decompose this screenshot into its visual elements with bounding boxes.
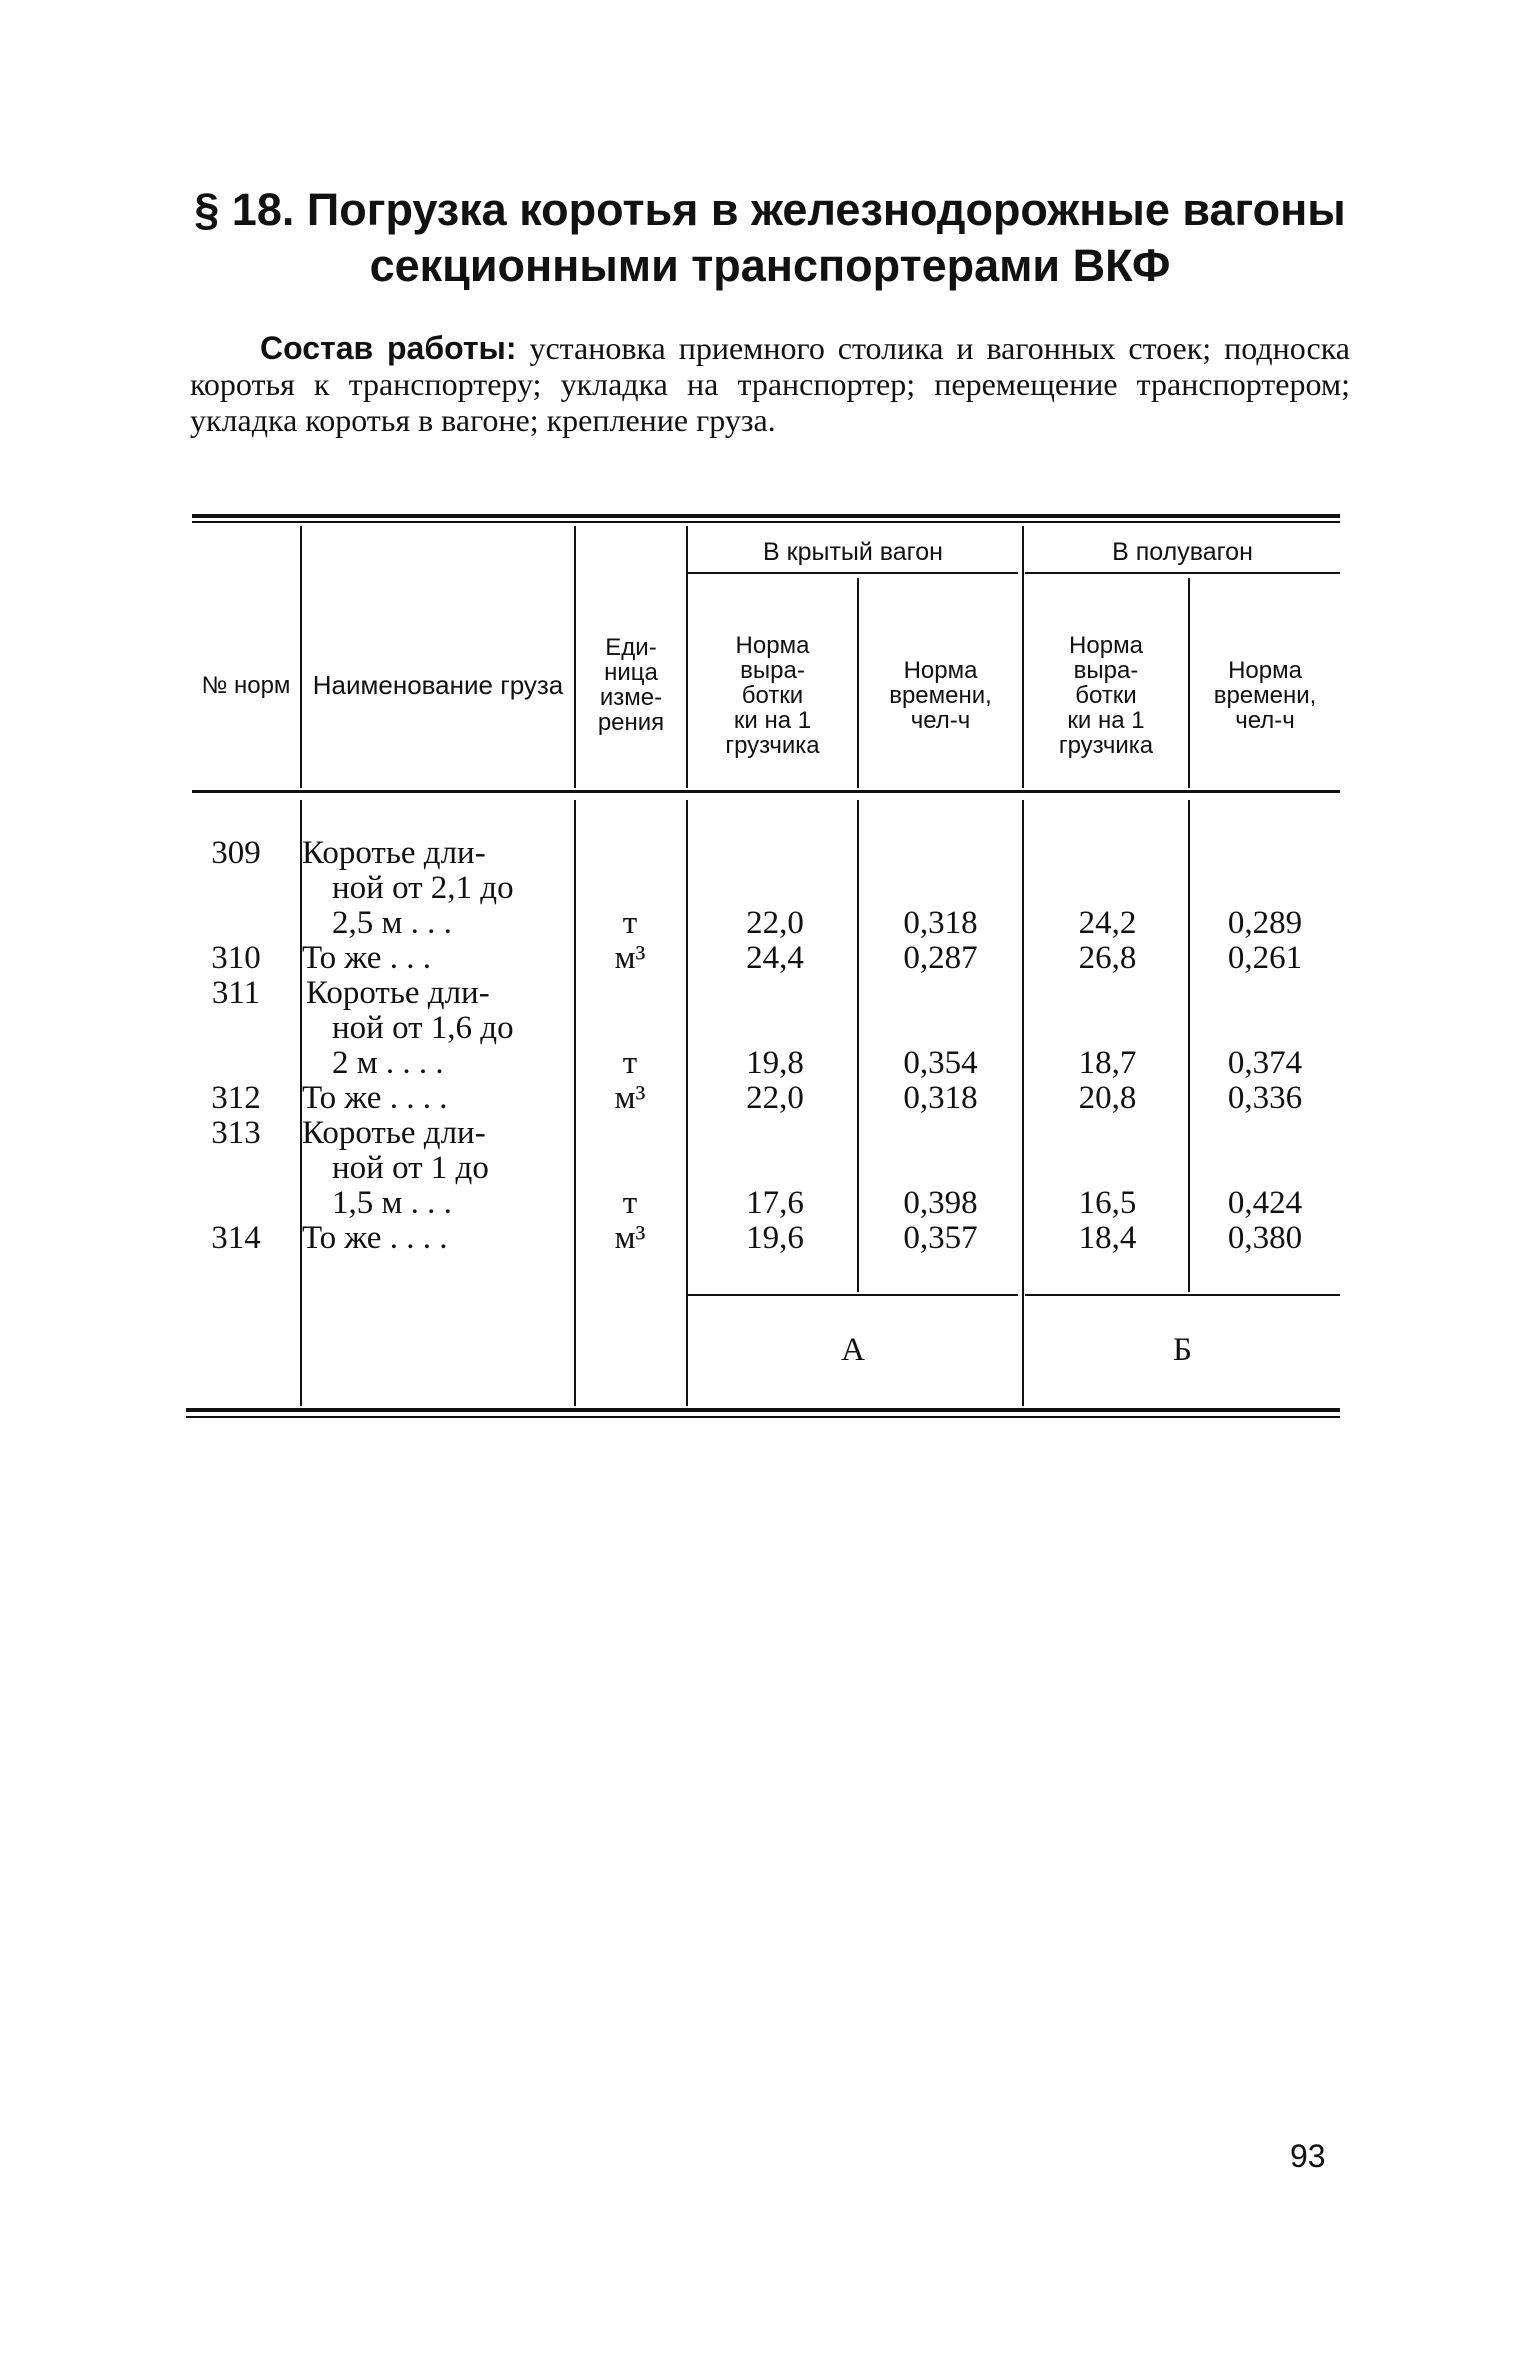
- values-b-bottom-rule: [1025, 1294, 1340, 1296]
- row-309-unit: т: [622, 905, 638, 941]
- header-b-output: Норма выра- ботки ки на 1 грузчика: [1058, 631, 1154, 759]
- table-bottom-rule-thin: [186, 1416, 1340, 1418]
- header-b-time: Норма времени, чел-ч: [1213, 656, 1317, 734]
- composition-text: установка приемного столика и вагонных стоек; подноска коротья к транспортеру; укладка на транспортер; перемещение транспортером; укладка коротья в вагоне; крепление груза.: [190, 330, 1351, 438]
- row-309-b-time: 0,289: [1227, 905, 1303, 941]
- title-line-2: секционными транспортерами ВКФ: [369, 240, 1171, 291]
- vline-3: [686, 800, 688, 1406]
- row-310-unit: м³: [614, 940, 646, 976]
- row-314-b-out: 18,4: [1078, 1220, 1137, 1256]
- header-bottom-rule: [192, 790, 1340, 793]
- row-309-a-time: 0,318: [903, 905, 978, 941]
- row-313-b-time: 0,424: [1227, 1185, 1303, 1221]
- row-309-num: 309: [211, 835, 261, 871]
- row-310-b-out: 26,8: [1078, 940, 1137, 976]
- header-a-time: Норма времени, чел-ч: [889, 656, 992, 734]
- row-314-unit: м³: [614, 1220, 646, 1256]
- table-top-rule: [192, 514, 1340, 518]
- header-group-b: В полувагон: [1112, 538, 1253, 566]
- row-313-name-1: Коротье дли-: [302, 1115, 486, 1151]
- row-312-unit: м³: [614, 1080, 646, 1116]
- row-313-b-out: 16,5: [1078, 1185, 1137, 1221]
- row-311-b-out: 18,7: [1078, 1045, 1137, 1081]
- table-top-rule-thin: [192, 521, 1340, 523]
- row-313-name-3: 1,5 м . . .: [332, 1185, 452, 1221]
- row-312-name-1: То же . . . .: [302, 1080, 448, 1116]
- composition-lead: Состав работы:: [260, 330, 517, 366]
- row-312-a-time: 0,318: [903, 1080, 978, 1116]
- row-310-name-1: То же . . .: [302, 940, 431, 976]
- row-310-a-out: 24,4: [746, 940, 804, 976]
- row-309-name-3: 2,5 м . . .: [332, 905, 452, 941]
- row-313-a-out: 17,6: [746, 1185, 804, 1221]
- row-311-a-time: 0,354: [903, 1045, 978, 1081]
- row-311-name-1: Коротье дли-: [306, 975, 490, 1011]
- row-310-a-time: 0,287: [903, 940, 978, 976]
- row-314-a-time: 0,357: [903, 1220, 978, 1256]
- header-name: Наименование груза: [312, 669, 564, 700]
- table-bottom-rule: [186, 1408, 1340, 1412]
- row-314-b-time: 0,380: [1227, 1220, 1303, 1256]
- header-group-a: В крытый вагон: [763, 538, 943, 566]
- row-311-a-out: 19,8: [746, 1045, 804, 1081]
- title-line-1: § 18. Погрузка коротья в железнодорожные вагоны: [194, 184, 1346, 235]
- row-314-a-out: 19,6: [746, 1220, 804, 1256]
- row-314-num: 314: [211, 1220, 261, 1256]
- row-314-name-1: То же . . . .: [302, 1220, 448, 1256]
- group-a-rule: [688, 572, 1018, 574]
- row-311-unit: т: [622, 1045, 638, 1081]
- column-mark-a: А: [841, 1332, 865, 1368]
- row-309-a-out: 22,0: [746, 905, 804, 941]
- group-b-rule: [1025, 572, 1340, 574]
- row-310-num: 310: [211, 940, 261, 976]
- row-311-b-time: 0,374: [1227, 1045, 1303, 1081]
- row-312-a-out: 22,0: [746, 1080, 804, 1116]
- header-num: № норм: [201, 671, 291, 699]
- values-a-bottom-rule: [688, 1294, 1018, 1296]
- row-312-num: 312: [211, 1080, 261, 1116]
- row-313-name-2: ной от 1 до: [332, 1150, 489, 1186]
- row-309-name-1: Коротье дли-: [302, 835, 486, 871]
- row-310-b-time: 0,261: [1227, 940, 1303, 976]
- page-number: 93: [1290, 2138, 1326, 2174]
- row-312-b-out: 20,8: [1078, 1080, 1137, 1116]
- header-a-output: Норма выра- ботки ки на 1 грузчика: [725, 631, 820, 759]
- column-mark-b: Б: [1173, 1332, 1192, 1368]
- row-313-a-time: 0,398: [903, 1185, 978, 1221]
- row-313-num: 313: [211, 1115, 261, 1151]
- row-309-b-out: 24,2: [1078, 905, 1137, 941]
- section-title: [190, 182, 1350, 294]
- header-unit: Еди- ница изме- рения: [597, 634, 665, 736]
- row-312-b-time: 0,336: [1227, 1080, 1303, 1116]
- row-311-name-2: ной от 1,6 до: [332, 1010, 514, 1046]
- row-311-name-3: 2 м . . . .: [332, 1045, 444, 1081]
- row-311-num: 311: [211, 975, 261, 1011]
- row-309-name-2: ной от 2,1 до: [332, 870, 514, 906]
- row-313-unit: т: [622, 1185, 638, 1221]
- work-composition: [190, 330, 1350, 438]
